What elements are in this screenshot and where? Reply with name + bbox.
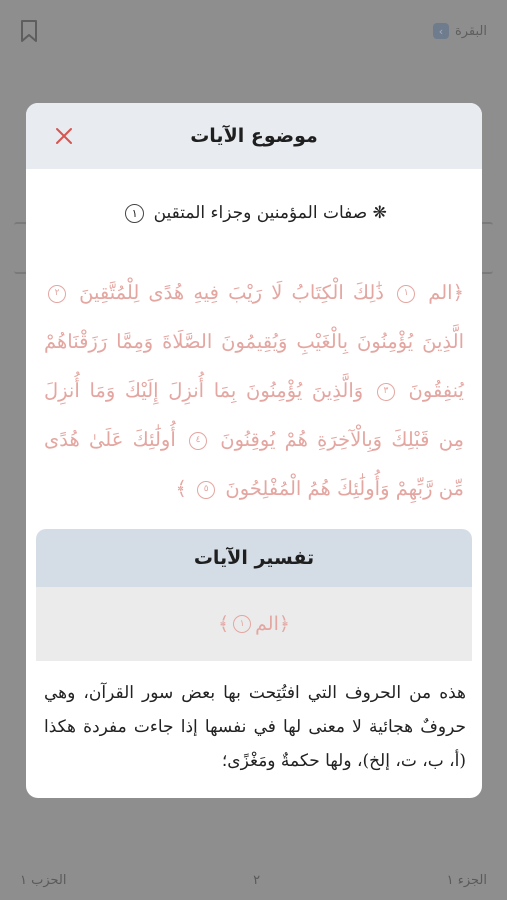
- ayah-number: ٥: [197, 481, 215, 499]
- surah-selector[interactable]: [433, 23, 487, 39]
- chevron-left-icon: ‹: [433, 23, 449, 39]
- topic-heading: [26, 203, 482, 223]
- topic-text: صفات المؤمنين وجزاء المتقين: [153, 203, 368, 223]
- hizb-label: الحزب ١: [20, 872, 67, 888]
- tafsir-title: تفسير الآيات: [193, 547, 315, 569]
- ayat-text: [44, 268, 464, 513]
- ayah-1: ﴿الم: [428, 281, 465, 304]
- ayah-number: ٢: [48, 285, 66, 303]
- topic-prefix-icon: ❋: [372, 203, 387, 223]
- modal-header: [26, 103, 482, 169]
- tafsir-section: [36, 529, 472, 661]
- surah-name: البقرة: [454, 23, 487, 39]
- tafsir-ayah: [36, 587, 472, 661]
- ayah-number: ٣: [377, 383, 395, 401]
- close-icon[interactable]: [52, 124, 76, 148]
- ayah-number: ١: [397, 285, 415, 303]
- tafsir-ayah-text: ﴿الم: [255, 613, 290, 635]
- ayah-3: الَّذِينَ يُؤْمِنُونَ بِالْغَيْبِ وَيُقِيمُونَ الصَّلَاةَ وَمِمَّا رَزَقْنَاهُمْ يُنفِقُونَ: [44, 330, 464, 402]
- top-bar: [0, 0, 507, 62]
- juz-label: الجزء ١: [446, 872, 487, 888]
- ayat-close-bracket: ﴾: [175, 477, 187, 500]
- ayah-4: وَالَّذِينَ يُؤْمِنُونَ بِمَا أُنزِلَ إِلَيْكَ وَمَا أُنزِلَ مِن قَبْلِكَ وَبِالْآخِرَةِ هُمْ يُوقِنُونَ: [44, 379, 465, 451]
- page-number: ٢: [253, 872, 261, 888]
- tafsir-header: [36, 529, 472, 587]
- page-footer: [0, 860, 507, 900]
- ayah-2: ذَٰلِكَ الْكِتَابُ لَا رَيْبَ فِيهِ هُدًى لِلْمُتَّقِينَ: [79, 281, 384, 304]
- topic-number: ١: [125, 204, 144, 223]
- ayah-5: أُولَٰئِكَ عَلَىٰ هُدًى مِّن رَّبِّهِمْ وَأُولَٰئِكَ هُمُ الْمُفْلِحُونَ: [44, 428, 464, 500]
- ayah-number: ١: [233, 615, 251, 633]
- bookmark-icon[interactable]: [20, 19, 38, 43]
- ayah-number: ٤: [189, 432, 207, 450]
- tafsir-body: هذه من الحروف التي افتُتِحت بها بعض سور القرآن، وهي حروفٌ هجائية لا معنى لها في نفسها إذا جاءت مفردة هكذا (أ، ب، ت، إلخ)، ولها حكمةٌ ومَغْزًى؛: [44, 683, 466, 771]
- ayat-topic-modal: [26, 103, 482, 798]
- modal-title: موضوع الآيات: [190, 125, 318, 147]
- tafsir-ayah-close: ﴾: [218, 613, 230, 635]
